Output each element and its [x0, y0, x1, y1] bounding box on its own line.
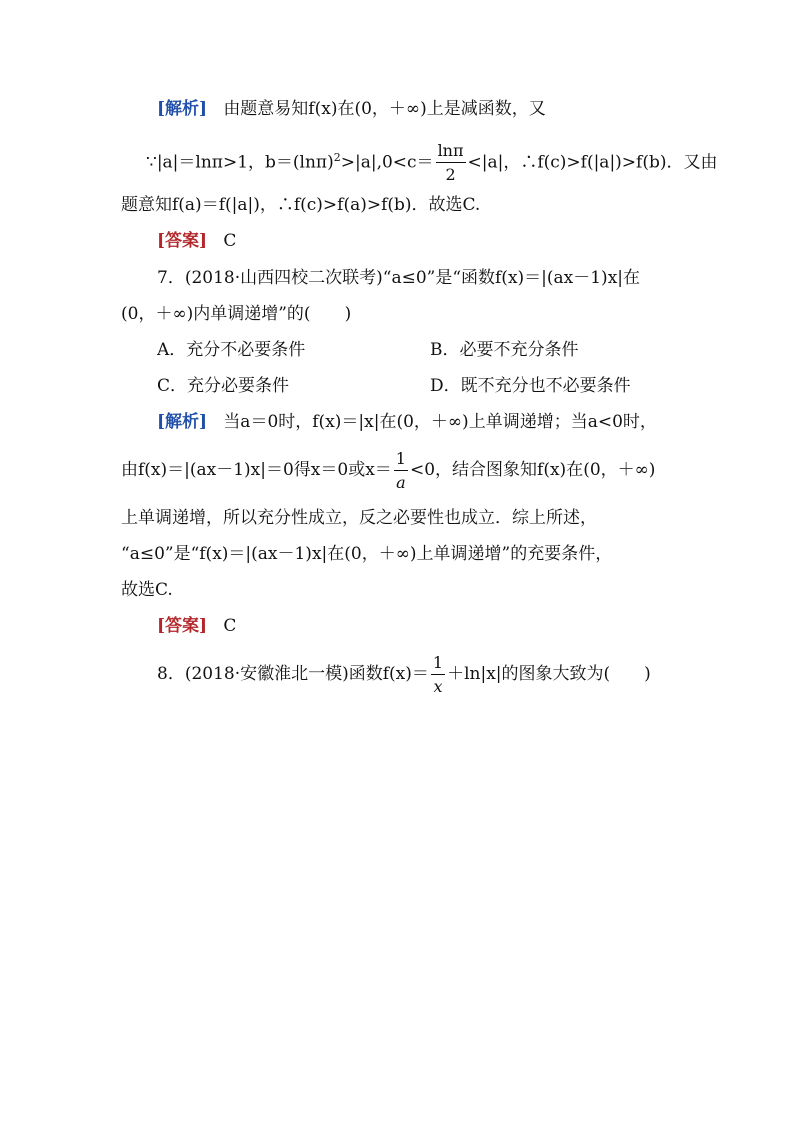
option-d: D．既不充分也不必要条件	[430, 376, 631, 396]
question-text: 7．(2018·山西四校二次联考)“a≤0”是“函数f(x)＝|(ax－1)x|在	[157, 268, 641, 288]
option-a: A．充分不必要条件	[157, 340, 306, 360]
analysis-2-line-5	[121, 579, 173, 601]
fraction-numerator: 1	[394, 451, 408, 471]
option-c: C．充分必要条件	[157, 376, 290, 396]
answer-tag: [答案]	[157, 616, 208, 636]
fraction	[394, 448, 408, 492]
fraction	[431, 652, 445, 696]
analysis-text: 由题意易知f(x)在(0，＋∞)上是减函数，又	[223, 99, 546, 119]
analysis-2-line-2	[121, 448, 655, 492]
fraction-denominator: a	[396, 472, 406, 492]
question-text: (0，＋∞)内单调递增”的( )	[121, 304, 352, 324]
analysis-tag: [解析]	[157, 99, 208, 119]
option-b: B．必要不充分条件	[430, 340, 579, 360]
analysis-line-1	[157, 98, 546, 120]
analysis-text: ∵|a|＝lnπ>1，b＝(lnπ)	[146, 152, 334, 173]
analysis-tag: [解析]	[157, 412, 208, 432]
answer-line-1	[157, 230, 236, 252]
question-text: 8．(2018·安徽淮北一模)函数f(x)＝	[157, 664, 429, 684]
analysis-2-line-1	[157, 411, 657, 433]
fraction	[436, 143, 466, 183]
analysis-text: 当a＝0时，f(x)＝|x|在(0，＋∞)上单调递增；当a<0时，	[223, 412, 657, 432]
analysis-text: “a≤0”是“f(x)＝|(ax－1)x|在(0，＋∞)上单调递增”的充要条件，	[121, 544, 613, 564]
analysis-text: 上单调递增，所以充分性成立，反之必要性也成立．综上所述，	[121, 508, 597, 528]
question-text: ＋ln|x|的图象大致为( )	[447, 664, 651, 684]
analysis-text: 由f(x)＝|(ax－1)x|＝0得x＝0或x＝	[121, 460, 392, 480]
question-7-line-2	[121, 303, 351, 325]
question-8	[157, 652, 651, 696]
answer-value: C	[223, 616, 237, 636]
analysis-2-line-4	[121, 543, 612, 565]
fraction-numerator: lnπ	[436, 143, 466, 163]
analysis-text: 题意知f(a)＝f(|a|)，∴f(c)>f(a)>f(b)．故选C.	[121, 195, 481, 215]
analysis-2-line-3	[121, 507, 597, 529]
analysis-text: <|a|，∴f(c)>f(|a|)>f(b)．又由	[467, 152, 718, 173]
question-7-line-1	[157, 267, 640, 289]
answer-tag: [答案]	[157, 231, 208, 251]
fraction-numerator: 1	[431, 655, 445, 675]
analysis-text: <0，结合图象知f(x)在(0，＋∞)	[409, 460, 656, 480]
answer-line-2	[157, 615, 236, 637]
exponent: 2	[333, 151, 341, 164]
fraction-denominator: 2	[445, 165, 456, 185]
answer-value: C	[223, 231, 237, 251]
analysis-text: >|a|,0<c＝	[340, 152, 434, 173]
analysis-text: 故选C.	[121, 580, 173, 600]
fraction-denominator: x	[433, 676, 443, 696]
analysis-line-2	[146, 138, 718, 183]
analysis-line-3	[121, 194, 480, 216]
